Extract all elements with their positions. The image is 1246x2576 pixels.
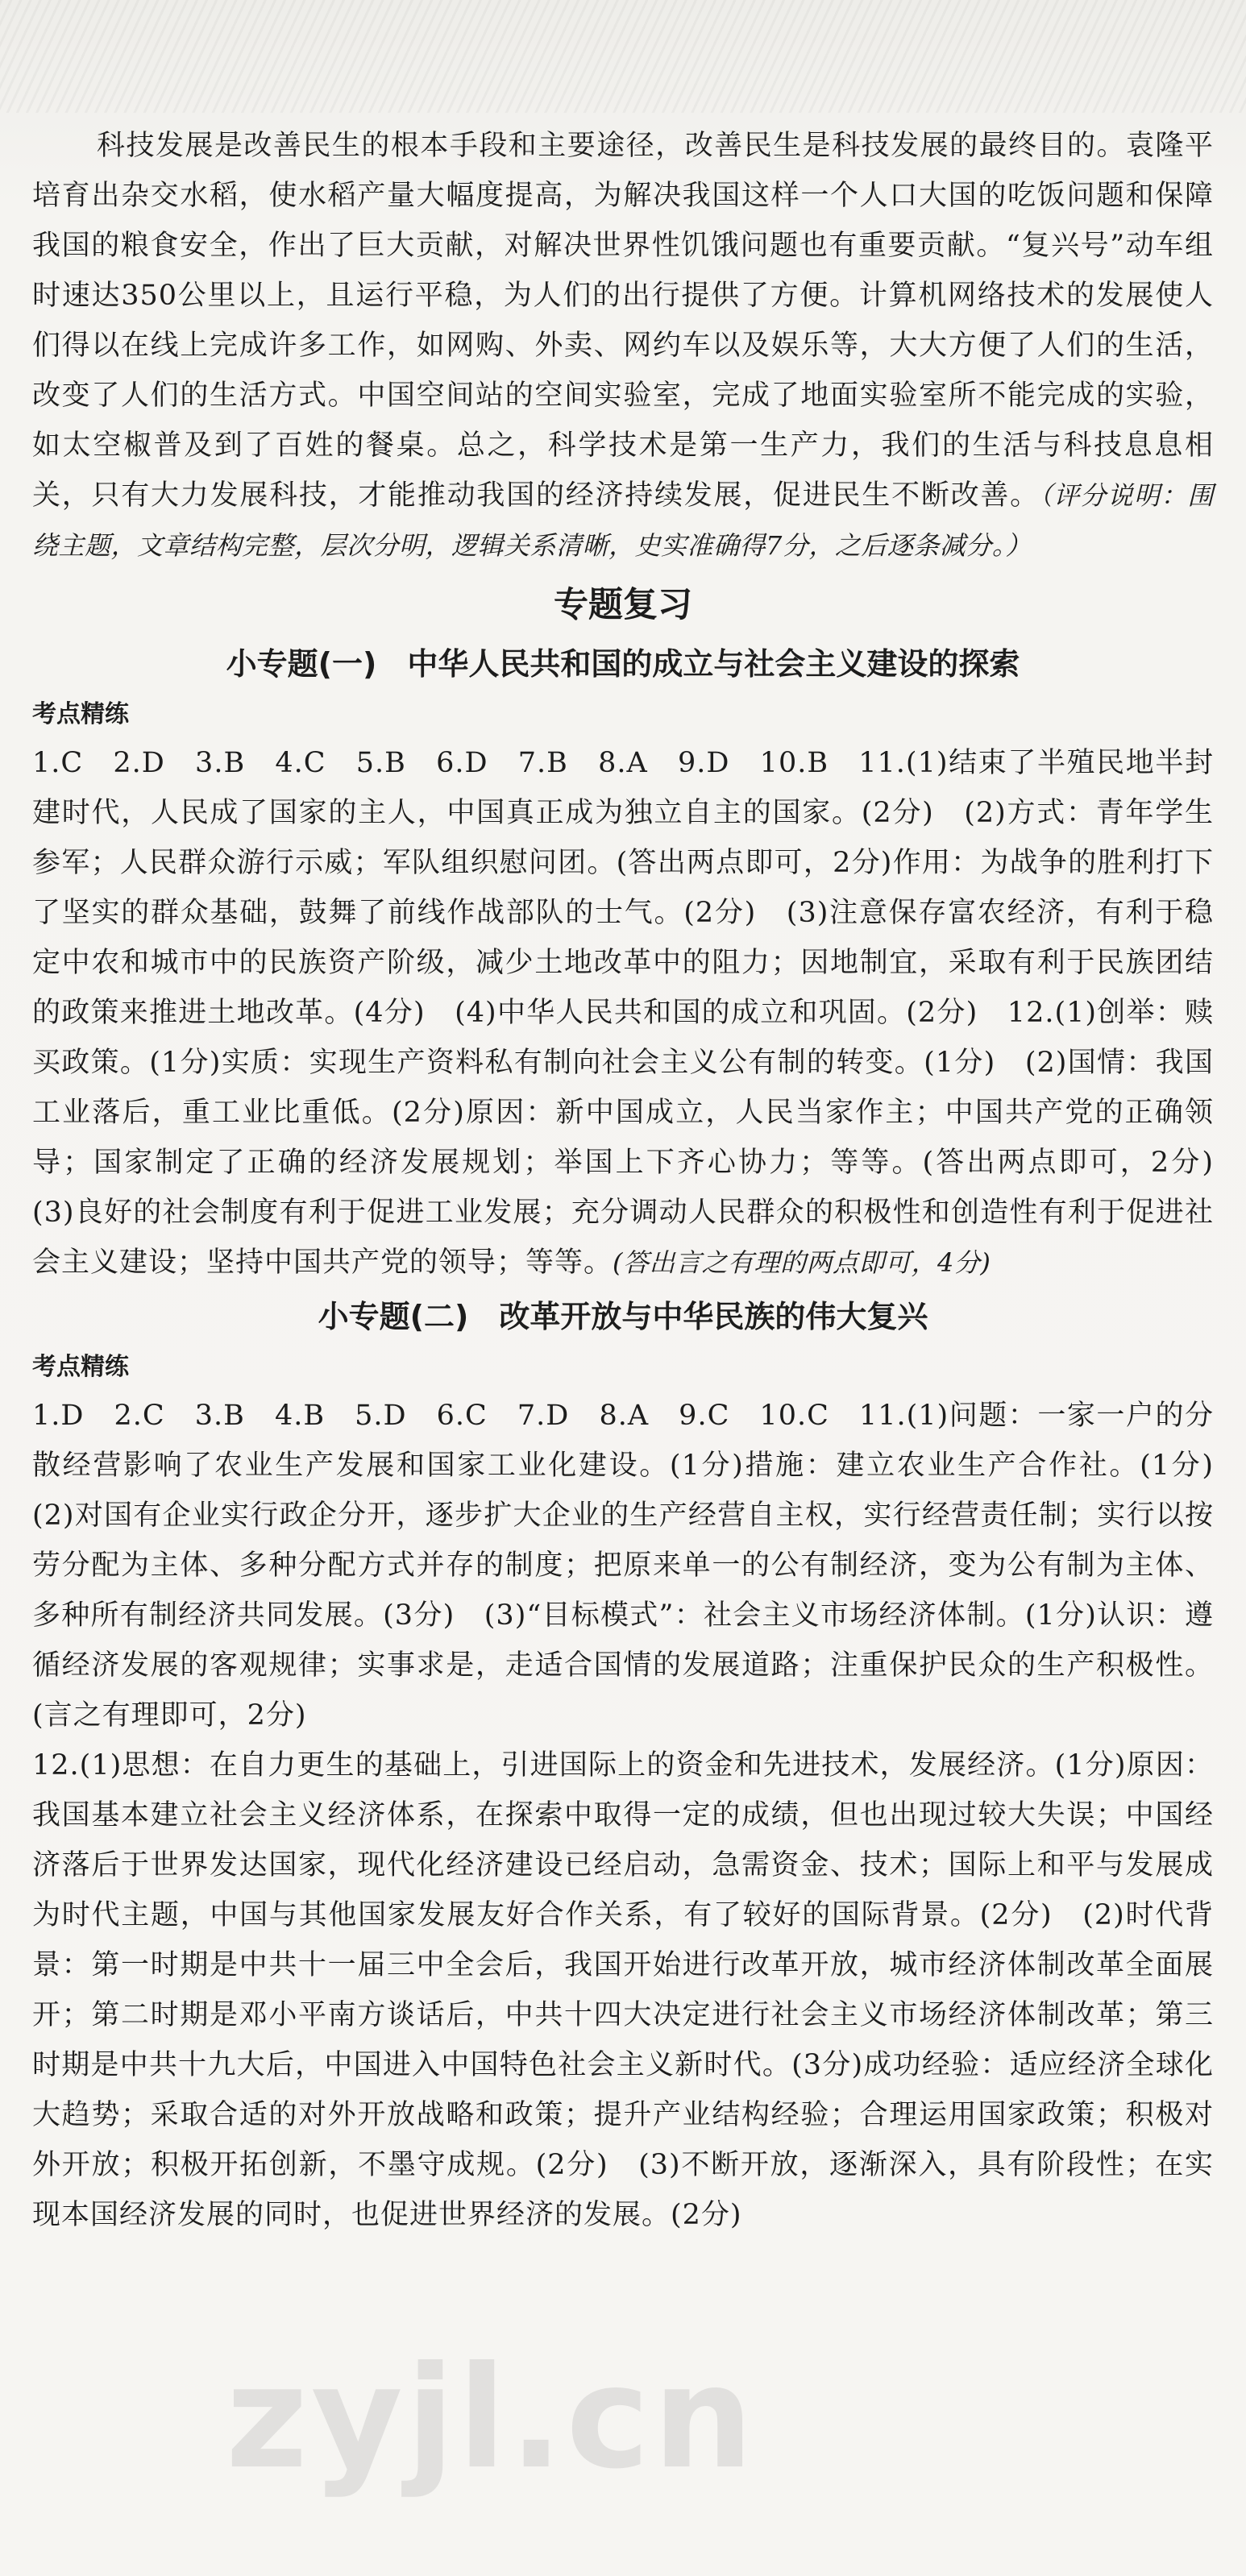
essay-text: 科技发展是改善民生的根本手段和主要途径，改善民生是科技发展的最终目的。袁隆平培育出杂交水稻，使水稻产量大幅度提高，为解决我国这样一个人口大国的吃饭问题和保障我国的粮食安全，作出了巨大贡献，对解决世界性饥饿问题也有重要贡献。“复兴号”动车组时速达350公里以上，且运行平稳，为人们的出行提供了方便。计算机网络技术的发展使人们得以在线上完成许多工作，如网购、外卖、网约车以及娱乐等，大大方便了人们的生活，改变了人们的生活方式。中国空间站的空间实验室，完成了地面实验室所不能完成的实验，如太空椒普及到了百姓的餐桌。总之，科学技术是第一生产力，我们的生活与科技息息相关，只有大力发展科技，才能推动我国的经济持续发展，促进民生不断改善。 <box>32 130 1214 512</box>
topic-1-note: (答出言之有理的两点即可，4分) <box>613 1247 991 1278</box>
essay-paragraph <box>32 121 1214 570</box>
topic-2-label: 考点精练 <box>32 1353 129 1381</box>
topic-1-label: 考点精练 <box>32 700 129 728</box>
grading-note: （评分说明：围绕主题，文章结构完整，层次分明，逻辑关系清晰，史实准确得7分，之后逐条减分。） <box>32 480 1214 561</box>
section-title: 专题复习 <box>554 585 692 625</box>
topic-2-answers: 1.D 2.C 3.B 4.B 5.D 6.C 7.D 8.A 9.C 10.C 11.(1)问题：一家一户的分散经营影响了农业生产发展和国家工业化建设。(1分)措施：建立农业生产合作社。(1分) (2)对国有企业实行政企分开，逐步扩大企业的生产经营自主权，实行经营责任制；实行以按劳分配为主体、多种分配方式并存的制度；把原来单一的公有制经济，变为公有制为主体、多种所有制经济共同发展。(3分) (3)“目标模式”：社会主义市场经济体制。(1分)认识：遵循经济发展的客观规律；实事求是，走适合国情的发展道路；注重保护民众的生产积极性。(言之有理即可，2分) <box>32 1400 1244 1732</box>
topic-2-title: 小专题(二) 改革开放与中华民族的伟大复兴 <box>318 1299 928 1334</box>
topic-2-answers-12: 12.(1)思想：在自力更生的基础上，引进国际上的资金和先进技术，发展经济。(1分)原因：我国基本建立社会主义经济体系，在探索中取得一定的成绩，但也出现过较大失误；中国经济落后于世界发达国家，现代化经济建设已经启动，急需资金、技术；国际上和平与发展成为时代主题，中国与其他国家发展友好合作关系，有了较好的国际背景。(2分) (2)时代背景：第一时期是中共十一届三中全会后，我国开始进行改革开放，城市经济体制改革全面展开；第二时期是邓小平南方谈话后，中共十四大决定进行社会主义市场经济体制改革；第三时期是中共十九大后，中国进入中国特色社会主义新时代。(3分)成功经验：适应经济全球化大趋势；采取合适的对外开放战略和政策；提升产业结构经验；合理运用国家政策；积极对外开放；积极开拓创新，不墨守成规。(2分) (3)不断开放，逐渐深入，具有阶段性；在实现本国经济发展的同时，也促进世界经济的发展。(2分) <box>32 1749 1214 2231</box>
topic-1-answer-text: 1.C 2.D 3.B 4.C 5.B 6.D 7.B 8.A 9.D 10.B 11.(1)结束了半殖民地半封建时代，人民成了国家的主人，中国真正成为独立自主的国家。(2分) (2)方式：青年学生参军；人民群众游行示威；军队组织慰问团。(答出两点即可，2分)作用：为战争的胜利打下了坚实的群众基础，鼓舞了前线作战部队的士气。(2分) (3)注意保存富农经济，有利于稳定中农和城市中的民族资产阶级，减少土地改革中的阻力；因地制宜，采取有利于民族团结的政策来推进土地改革。(4分) (4)中华人民共和国的成立和巩固。(2分) 12.(1)创举：赎买政策。(1分)实质：实现生产资料私有制向社会主义公有制的转变。(1分) (2)国情：我国工业落后，重工业比重低。(2分)原因：新中国成立，人民当家作主；中国共产党的正确领导；国家制定了正确的经济发展规划；举国上下齐心协力；等等。(答出两点即可，2分) (3)良好的社会制度有利于促进工业发展；充分调动人民群众的积极性和创造性有利于促进社会主义建设；坚持中国共产党的领导；等等。 <box>32 747 1244 1279</box>
watermark-logo: zyjl.cn <box>226 2337 757 2500</box>
topic-1-title: 小专题(一) 中华人民共和国的成立与社会主义建设的探索 <box>226 646 1020 682</box>
topic-1-answers <box>32 738 1244 1288</box>
